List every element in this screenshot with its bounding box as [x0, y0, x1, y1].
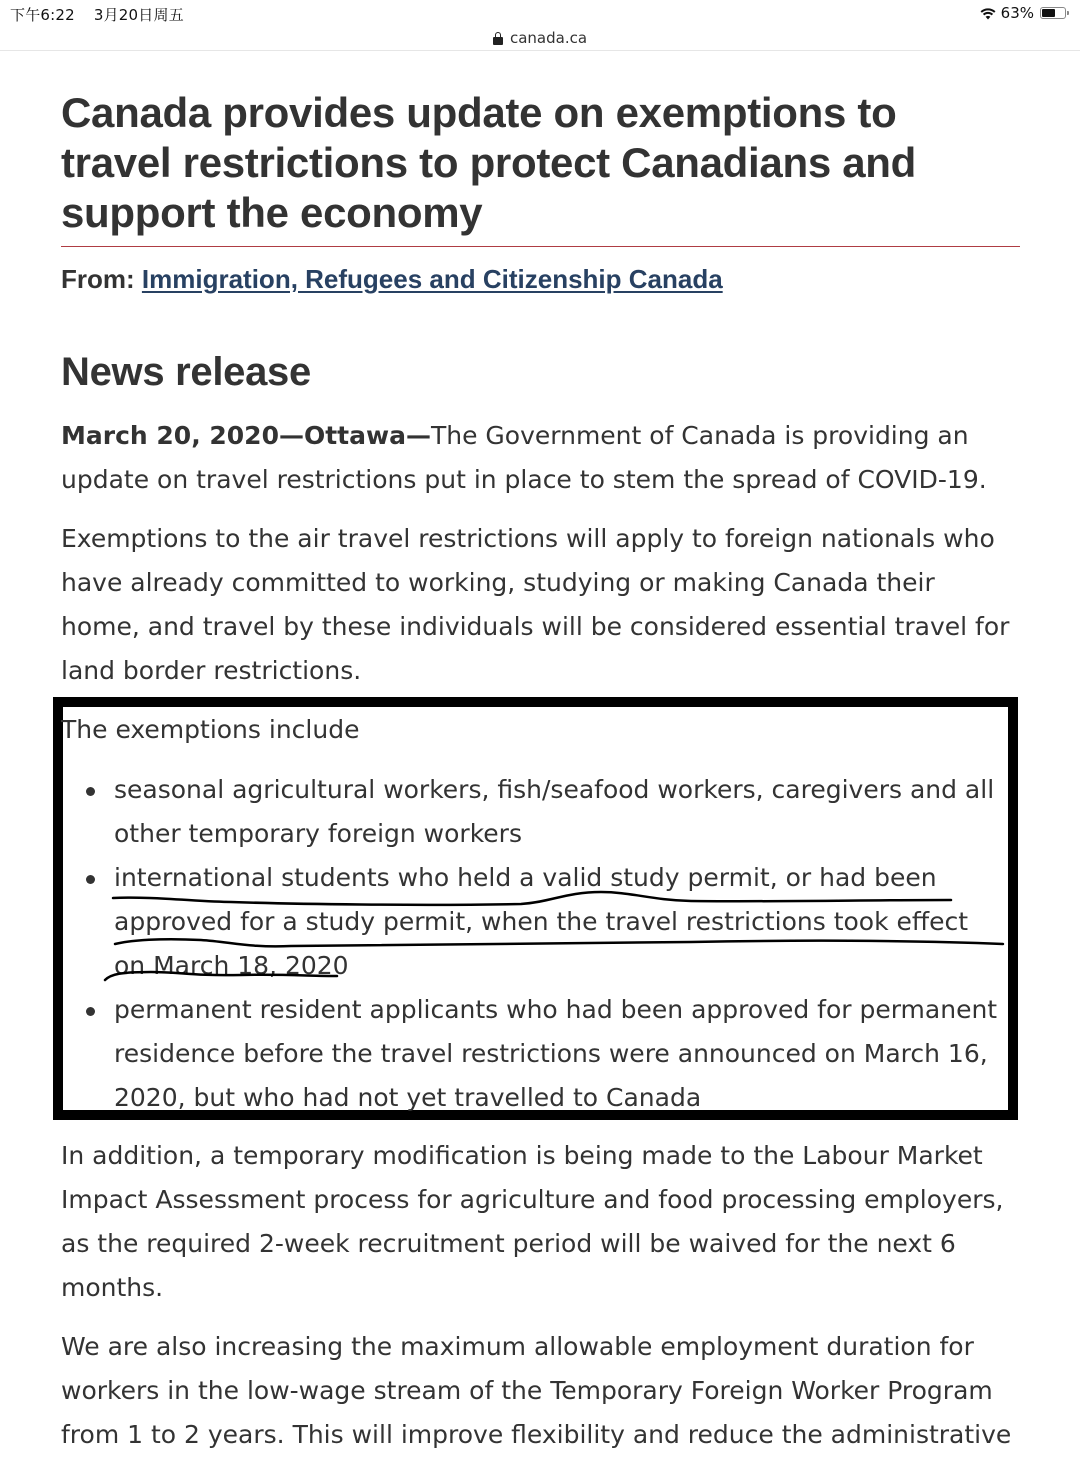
- list-item: [61, 856, 1006, 988]
- dateline: March 20, 2020—Ottawa—: [61, 421, 431, 450]
- bullet-icon: [86, 787, 95, 796]
- paragraph-lmia: In addition, a temporary modification is being made to the Labour Market Impact Assessment process for agriculture and food processing employers, as the required 2-week recruitment period will be waived for the next 6 months.: [61, 1141, 1004, 1302]
- department-link[interactable]: Immigration, Refugees and Citizenship Canada: [141, 264, 723, 294]
- status-right: [979, 4, 1066, 22]
- status-date: 3月20日周五: [93, 6, 184, 24]
- battery-percent: 63%: [1000, 4, 1034, 22]
- paragraph-exemptions-overview: Exemptions to the air travel restrictions will apply to foreign nationals who have already committed to working, studying or making Canada their home, and travel by these individuals will be considered essential travel for land border restrictions.: [61, 524, 1010, 685]
- status-time: 下午6:22: [10, 6, 75, 24]
- url-text[interactable]: canada.ca: [509, 29, 588, 47]
- title-divider: [61, 246, 1020, 247]
- list-item: [61, 768, 1006, 856]
- page-title: Canada provides update on exemptions to travel restrictions to protect Canadians and support the economy: [61, 89, 917, 236]
- battery-fill: [1042, 9, 1055, 17]
- paragraph-tfwp: We are also increasing the maximum allowable employment duration for workers in the low-wage stream of the Temporary Foreign Worker Program from 1 to 2 years. This will improve flexibility and reduce the administrative: [61, 1332, 1012, 1449]
- from-label: From:: [61, 264, 135, 294]
- list-item-text: international students who held a valid study permit, or had been approved for a study permit, when the travel restrictions took effect on March 18, 2020: [114, 863, 969, 980]
- lock-icon: [493, 32, 503, 45]
- lead-paragraph: [61, 414, 1021, 502]
- list-item: [61, 988, 1006, 1120]
- status-left: [10, 4, 198, 25]
- bullet-icon: [86, 875, 95, 884]
- bullet-icon: [86, 1007, 95, 1016]
- address-bar[interactable]: [0, 26, 1080, 51]
- article: [61, 88, 1021, 1449]
- section-heading: News release: [61, 350, 311, 394]
- from-line: [61, 264, 723, 295]
- wifi-icon: [979, 6, 997, 20]
- battery-icon: [1040, 7, 1066, 19]
- status-bar: [0, 0, 1080, 26]
- exemptions-list: [61, 768, 1006, 1120]
- list-item-text: seasonal agricultural workers, fish/seafood workers, caregivers and all other temporary foreign workers: [114, 775, 995, 848]
- list-item-text: permanent resident applicants who had been approved for permanent residence before the travel restrictions were announced on March 16, 2020, but who had not yet travelled to Canada: [114, 995, 998, 1112]
- exemptions-intro: The exemptions include: [61, 715, 360, 744]
- lead-text: The Government of Canada is providing an update on travel restrictions put in place to stem the spread of COVID-19.: [61, 421, 987, 494]
